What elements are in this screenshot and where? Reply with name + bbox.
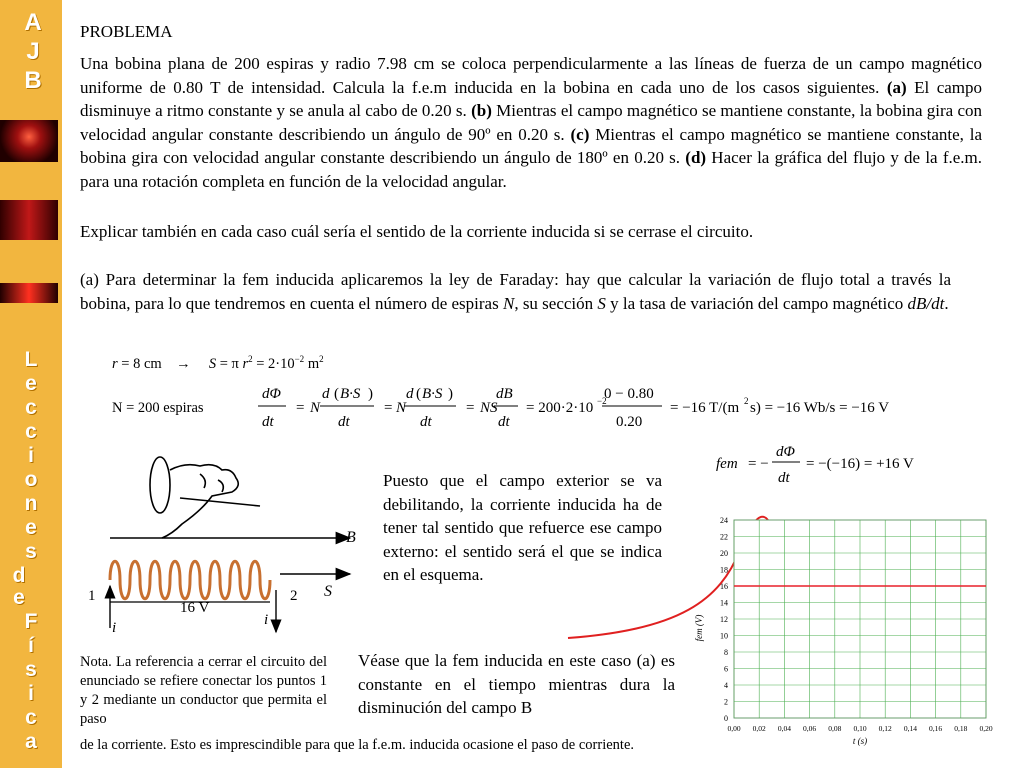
fem-formula: [714, 440, 954, 486]
page-title: PROBLEMA: [80, 22, 173, 41]
svg-text:B·S: B·S: [422, 386, 443, 402]
y-tick-label: 20: [720, 549, 728, 558]
sidebar-photo-2: [0, 200, 58, 240]
problem-statement: Una bobina plana de 200 espiras y radio 7.98 cm se coloca perpendicularmente a las líneas de fuerza de un campo magnético uniforme de 0.80 T de intensidad. Calcula la f.e.m inducida en la bobina en cada uno de los casos siguientes. (a) El campo disminuye a ritmo constante y se anula al cabo de 0.20 s. (b) Mientras el campo magnético se mantiene constante, la bobina gira con velocidad angular constante describiendo un ángulo de 90º en 0.20 s. (c) Mientras el campo magnético se mantiene constante, la bobina gira con velocidad angular constante describiendo un ángulo de 180º en 0.20 s. (d) Hacer la gráfica del flujo y de la f.e.m. para una rotación completa en función de la velocidad angular.: [80, 54, 983, 191]
sidebar-letter: e: [25, 516, 37, 539]
svg-text:dt: dt: [778, 470, 790, 486]
y-tick-label: 14: [720, 598, 728, 608]
observation-text: Véase que la fem inducida en este caso (a) es constante en el tiempo mientras dura la disminución del campo B: [358, 651, 675, 717]
x-tick-label: 0,04: [777, 724, 791, 733]
svg-text:= −: = −: [748, 456, 769, 472]
faraday-formula: [250, 380, 930, 436]
x-tick-labels: [727, 724, 992, 733]
sidebar-letter: i: [28, 444, 34, 467]
svg-text:NS: NS: [480, 400, 498, 416]
problem-note: Explicar también en cada caso cuál sería el sentido de la corriente inducida si se cerrase el circuito.: [80, 222, 754, 241]
svg-text:= 200·2·10: = 200·2·10: [526, 400, 594, 416]
svg-text:dt: dt: [498, 414, 510, 430]
y-tick-label: 12: [720, 615, 728, 624]
sidebar-letter: e: [25, 372, 37, 395]
sidebar-photo-3: [0, 283, 58, 303]
s-vector-label: S: [324, 583, 332, 600]
y-tick-label: 24: [720, 516, 728, 525]
y-tick-label: 6: [724, 664, 728, 674]
y-tick-label: 2: [724, 697, 728, 707]
current-label-2: i: [264, 612, 269, 628]
point-1-label: 1: [88, 588, 96, 604]
point-2-label: 2: [290, 588, 298, 604]
sidebar-letter: o: [24, 468, 38, 491]
svg-text:d: d: [322, 386, 330, 402]
logo-letter: B: [24, 67, 42, 94]
svg-text:): ): [368, 386, 373, 402]
right-hand-icon: [150, 457, 260, 538]
sidebar-letter: i: [28, 682, 34, 705]
explanation-text: Puesto que el campo exterior se va debilitando, la corriente inducida ha de tener tal sentido que refuerce ese campo externo: el sentido será el que se indica en el esquema.: [383, 471, 662, 584]
y-tick-label: 10: [720, 631, 728, 641]
x-tick-label: 0,00: [727, 724, 741, 733]
x-tick-label: 0,20: [979, 724, 993, 733]
sidebar-letter: c: [25, 706, 37, 729]
svg-text:dt: dt: [338, 414, 350, 430]
sidebar-letter: e: [13, 586, 25, 609]
sidebar-letter: a: [25, 730, 37, 753]
sidebar-letter: L: [24, 348, 38, 371]
coil: [110, 561, 270, 599]
svg-text:=: =: [384, 400, 393, 416]
y-tick-labels: [720, 516, 728, 723]
x-tick-label: 0,02: [752, 724, 766, 733]
svg-text:=: =: [296, 400, 305, 416]
coil-diagram: [80, 450, 370, 640]
svg-text:dΦ: dΦ: [776, 444, 795, 460]
y-tick-label: 16: [720, 582, 728, 591]
svg-text:0 − 0.80: 0 − 0.80: [604, 386, 654, 402]
svg-text:dB: dB: [496, 386, 513, 402]
logo-letter: J: [26, 38, 40, 65]
coil-turns: N = 200 espiras: [112, 400, 204, 416]
x-tick-label: 0,10: [853, 724, 867, 733]
svg-text:dt: dt: [262, 414, 274, 430]
y-tick-label: 0: [724, 714, 728, 723]
sidebar-letter: c: [25, 396, 37, 419]
svg-text:N: N: [396, 400, 407, 416]
y-tick-label: 4: [724, 681, 728, 690]
svg-text:0.20: 0.20: [616, 414, 643, 430]
svg-text:B·S: B·S: [340, 386, 361, 402]
x-tick-label: 0,14: [903, 724, 917, 733]
radius-formula: r = 8 cm → S = π $r^2 = 2\cdot 10^{-2}$ $m^2$: [112, 354, 324, 372]
sidebar-letter: c: [25, 420, 37, 443]
svg-text:=: =: [466, 400, 475, 416]
svg-text:s) = −16 Wb/s = −16 V: s) = −16 Wb/s = −16 V: [750, 400, 890, 416]
sidebar-letter: s: [25, 540, 37, 563]
voltage-label: 16 V: [180, 600, 210, 616]
y-tick-label: 22: [720, 532, 728, 542]
x-axis-label: t (s): [852, 736, 868, 746]
sidebar-photo-1: [0, 120, 58, 162]
y-axis-label: fem (V): [694, 614, 704, 642]
part-a-text: (a) Para determinar la fem inducida aplicaremos la ley de Faraday: hay que calcular la variación de flujo total a través la bobina, para lo que tendremos en cuenta el número de espiras N, su sección S y la tasa de variación del campo magnético dB/dt.: [80, 270, 951, 313]
sidebar-letter: F: [24, 610, 38, 633]
fem-chart: [690, 510, 1000, 750]
x-tick-label: 0,06: [803, 724, 817, 733]
x-tick-label: 0,16: [929, 724, 943, 733]
b-field-label: B: [346, 529, 356, 546]
sidebar-letter: d: [12, 564, 26, 587]
current-label-1: i: [112, 620, 117, 636]
logo: [18, 8, 48, 95]
x-tick-label: 0,12: [878, 724, 892, 733]
sidebar: [0, 0, 62, 768]
svg-text:N: N: [310, 400, 321, 416]
y-tick-label: 18: [720, 565, 728, 575]
logo-letter: A: [24, 9, 42, 36]
svg-text:d: d: [406, 386, 414, 402]
svg-text:dt: dt: [420, 414, 432, 430]
x-tick-label: 0,08: [828, 724, 842, 733]
svg-text:= −16 T/(m: = −16 T/(m: [670, 400, 740, 416]
sidebar-letter: n: [24, 492, 38, 515]
svg-text:= −(−16) = +16 V: = −(−16) = +16 V: [806, 456, 914, 472]
y-tick-label: 8: [724, 648, 728, 657]
note-text: Nota. La referencia a cerrar el circuito del enunciado se refiere conectar los puntos 1 y 2 mediante un conductor que permita el paso: [80, 654, 327, 727]
svg-text:2: 2: [744, 396, 749, 406]
sidebar-letter: s: [25, 658, 37, 681]
svg-text:(: (: [416, 386, 421, 402]
svg-text:dΦ: dΦ: [262, 386, 281, 402]
svg-text:(: (: [334, 386, 339, 402]
svg-text:): ): [448, 386, 453, 402]
svg-text:−2: −2: [597, 396, 607, 406]
sidebar-letter: í: [28, 634, 34, 657]
note-text-end: de la corriente. Esto es imprescindible para que la f.e.m. inducida ocasione el paso de corriente.: [80, 737, 635, 753]
x-tick-label: 0,18: [954, 724, 968, 733]
svg-text:fem: fem: [716, 456, 738, 472]
